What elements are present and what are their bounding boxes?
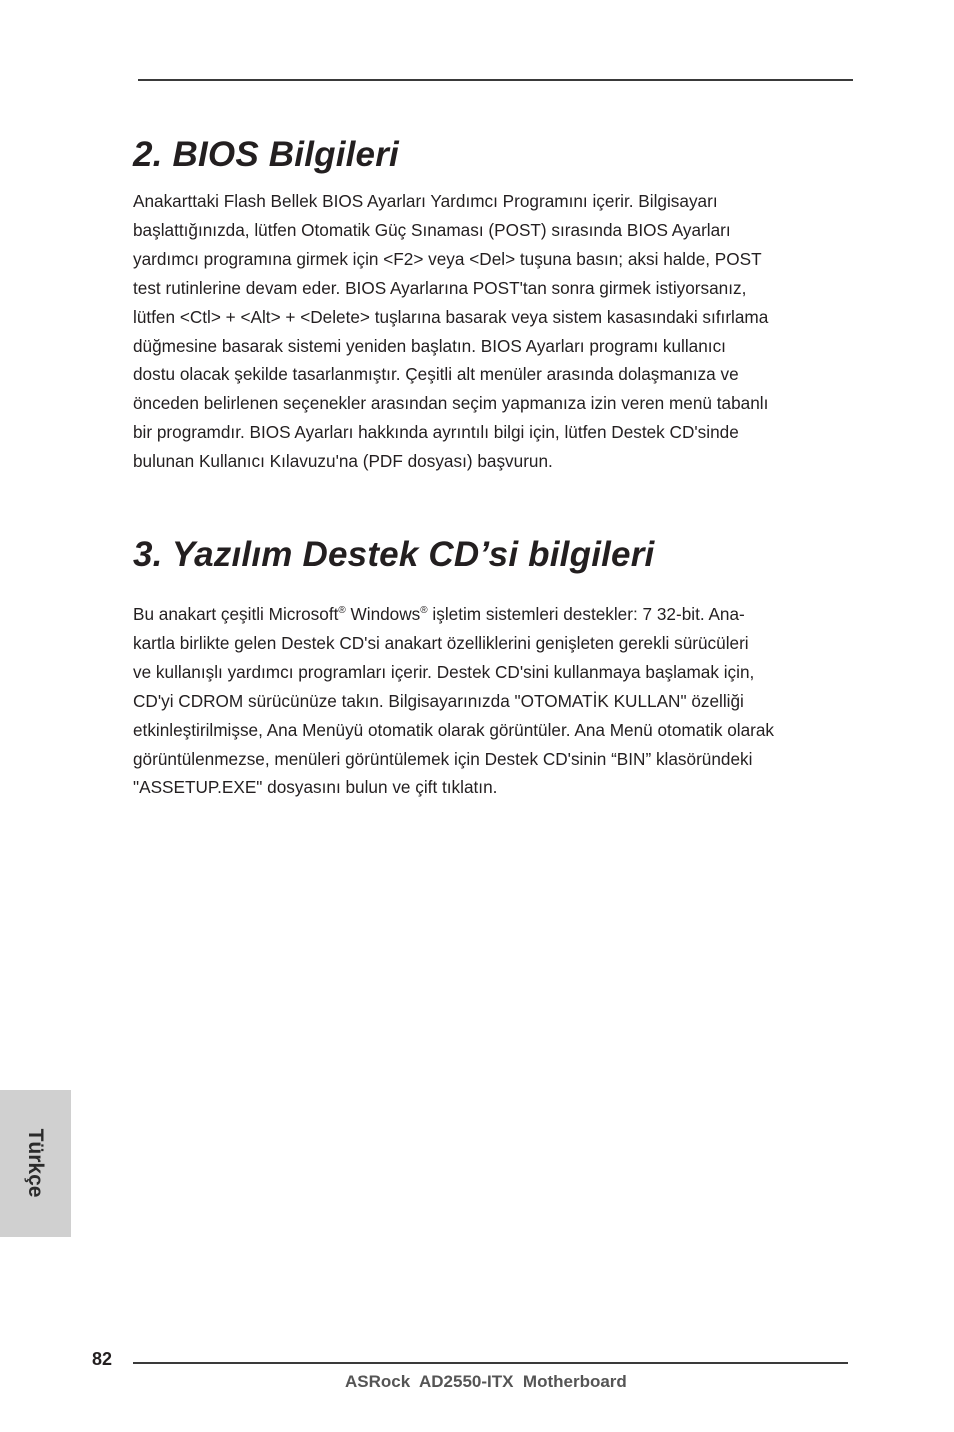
paragraph-line: lütfen <Ctl> + <Alt> + <Delete> tuşlarına basarak veya sistem kasasındaki sıfırlama — [133, 306, 769, 327]
paragraph-line: dostu olacak şekilde tasarlanmıştır. Çeşitli alt menüler arasında dolaşmanıza ve — [133, 364, 739, 385]
section-heading-bios: 2. BIOS Bilgileri — [133, 135, 399, 174]
registered-mark: ® — [420, 605, 428, 616]
section-heading-support-cd: 3. Yazılım Destek CD’si bilgileri — [133, 535, 655, 574]
language-tab-label: Türkçe — [24, 1128, 47, 1198]
paragraph-line: görüntülenmezse, menüleri görüntülemek için Destek CD'sinin “BIN” klasöründeki — [133, 748, 753, 769]
paragraph-line: bir programdır. BIOS Ayarları hakkında ayrıntılı bilgi için, lütfen Destek CD'sinde — [133, 422, 739, 443]
registered-mark: ® — [338, 605, 346, 616]
paragraph-line: test rutinlerine devam eder. BIOS Ayarlarına POST'tan sonra girmek istiyorsanız, — [133, 277, 747, 298]
support-cd-paragraph — [133, 600, 853, 802]
footer-rule — [133, 1362, 848, 1364]
bios-paragraph — [133, 187, 853, 476]
page-number: 82 — [92, 1349, 113, 1369]
paragraph-line: başlattığınızda, lütfen Otomatik Güç Sınaması (POST) sırasında BIOS Ayarları — [133, 219, 731, 240]
text-run: Windows — [345, 604, 421, 624]
paragraph-line: bulunan Kullanıcı Kılavuzu'na (PDF dosyası) başvurun. — [133, 451, 553, 472]
paragraph-line: yardımcı programına girmek için <F2> veya <Del> tuşuna basın; aksi halde, POST — [133, 248, 762, 269]
text-run: işletim sistemleri destekler: 7 32-bit. Ana- — [427, 604, 745, 624]
paragraph-line: etkinleştirilmişse, Ana Menüyü otomatik olarak görüntüler. Ana Menü otomatik olarak — [133, 719, 775, 740]
language-side-tab — [0, 1090, 71, 1237]
paragraph-line: kartla birlikte gelen Destek CD'si anakart özelliklerini genişleten gerekli sürücüleri — [133, 632, 749, 653]
text-run: Bu anakart çeşitli Microsoft — [133, 604, 339, 624]
footer-product-name: ASRock AD2550-ITX Motherboard — [345, 1372, 627, 1391]
paragraph-line: Anakarttaki Flash Bellek BIOS Ayarları Yardımcı Programını içerir. Bilgisayarı — [133, 191, 718, 211]
paragraph-line: düğmesine basarak sistemi yeniden başlatın. BIOS Ayarları programı kullanıcı — [133, 335, 726, 356]
paragraph-line: ve kullanışlı yardımcı programları içerir. Destek CD'sini kullanmaya başlamak için, — [133, 661, 755, 682]
paragraph-line — [133, 600, 853, 629]
header-rule — [138, 79, 853, 81]
paragraph-line: "ASSETUP.EXE" dosyasını bulun ve çift tıklatın. — [133, 777, 498, 798]
paragraph-line: CD'yi CDROM sürücünüze takın. Bilgisayarınızda "OTOMATİK KULLAN" özelliği — [133, 690, 744, 711]
paragraph-line: önceden belirlenen seçenekler arasından seçim yapmanıza izin veren menü tabanlı — [133, 393, 769, 414]
